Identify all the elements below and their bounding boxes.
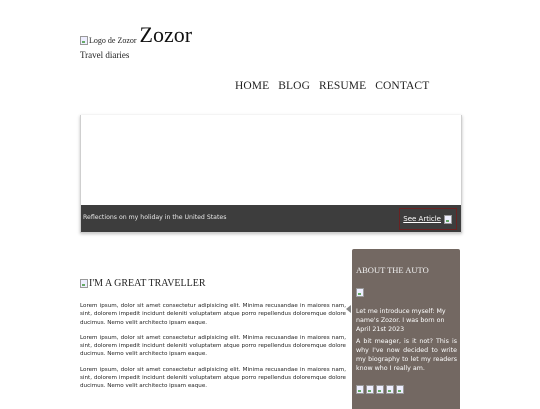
see-article-label: See Article [403, 215, 441, 223]
logo-block [80, 22, 193, 47]
title-broken-image-icon [80, 279, 88, 288]
social-broken-image-icon[interactable] [366, 385, 374, 394]
article-title [80, 278, 346, 289]
nav-item-home[interactable]: HOME [235, 80, 270, 92]
site-tagline: Travel diaries [80, 50, 130, 60]
main-nav [235, 80, 429, 92]
see-article-broken-image-icon [444, 215, 452, 224]
social-broken-image-icon[interactable] [376, 385, 384, 394]
article-paragraph-3: Lorem ipsum, dolor sit amet consectetur adipisicing elit. Minima recusandae in maiores nam, sint, dolorem impedit incidunt deleniti voluptatem atque porro repellendus doloremque dolore ducimus. Nemo velit architecto ipsam eaque. [80, 366, 346, 390]
main-article [80, 278, 346, 398]
hero-caption: Reflections on my holiday in the United States [83, 214, 227, 221]
social-broken-image-icon[interactable] [396, 385, 404, 394]
see-article-button[interactable] [399, 208, 457, 230]
sidebar-title: ABOUT THE AUTO [356, 265, 429, 275]
logo-broken-image-icon [80, 36, 137, 45]
hero-banner [80, 115, 462, 233]
hero-caption-bar [81, 205, 461, 232]
about-sidebar [352, 249, 460, 409]
nav-item-contact[interactable]: CONTACT [375, 80, 430, 92]
bubble-arrow-icon [346, 305, 351, 313]
article-title-text: I'M A GREAT TRAVELLER [89, 278, 206, 289]
author-avatar-broken-image-icon [356, 288, 364, 297]
logo-alt-text: Logo de Zozor [89, 36, 137, 45]
article-paragraph-2: Lorem ipsum, dolor sit amet consectetur adipisicing elit. Minima recusandae in maiores nam, sint, dolorem impedit incidunt deleniti voluptatem atque porro repellendus doloremque dolore ducimus. Nemo velit architecto ipsam eaque. [80, 334, 346, 358]
social-broken-image-icon[interactable] [356, 385, 364, 394]
site-name: Zozor [139, 22, 193, 47]
social-broken-image-icon[interactable] [386, 385, 394, 394]
article-paragraph-1: Lorem ipsum, dolor sit amet consectetur adipisicing elit. Minima recusandae in maiores nam, sint, dolorem impedit incidunt deleniti voluptatem atque porro repellendus doloremque dolore ducimus. Nemo velit architecto ipsam eaque. [80, 303, 346, 326]
sidebar-bio-text: A bit meager, is it not? This is why I've now decided to write my biography to let my readers know who I really am. [356, 338, 457, 372]
nav-item-blog[interactable]: BLOG [278, 80, 310, 92]
sidebar-intro: Let me introduce myself: My name's Zozor. I was born on April 21st 2023 [356, 308, 446, 333]
nav-item-resume[interactable]: RESUME [318, 80, 367, 92]
social-icons [356, 385, 405, 394]
